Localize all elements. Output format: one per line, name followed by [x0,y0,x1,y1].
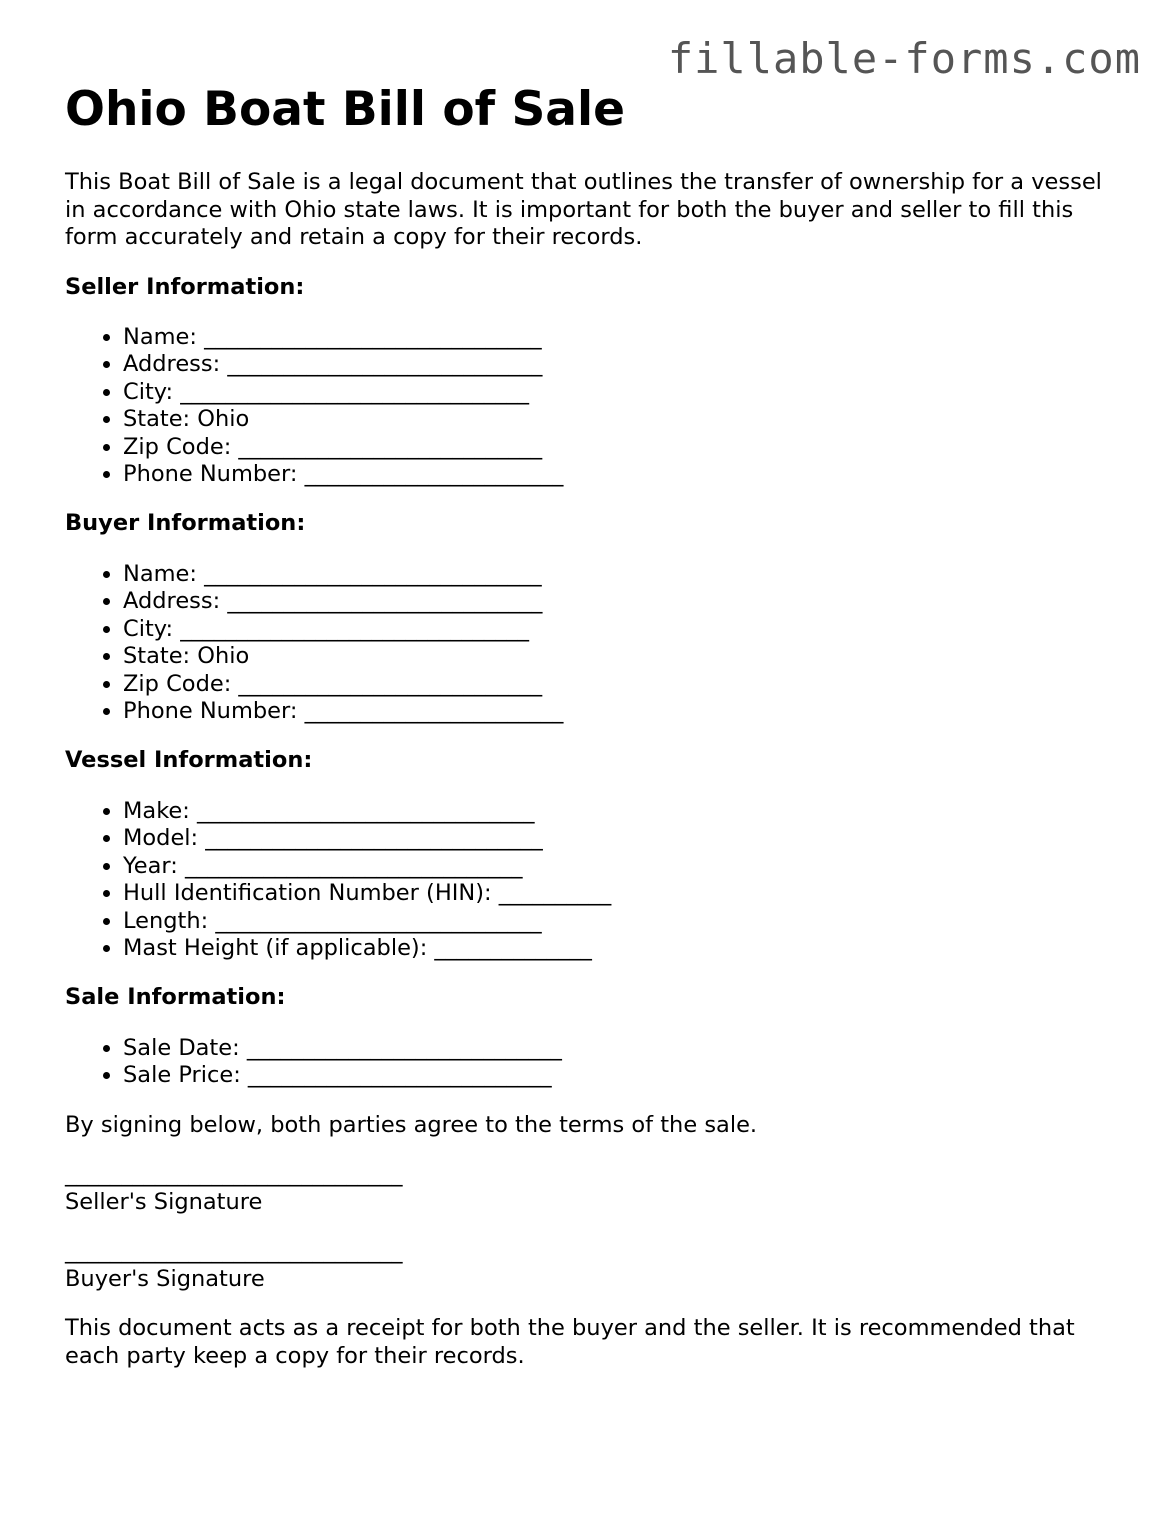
document-title: Ohio Boat Bill of Sale [65,82,626,137]
vessel-length-field[interactable]: • Length: _____________________________ [123,908,1115,935]
seller-list [65,324,1115,488]
seller-name-field[interactable]: • Name: ______________________________ [123,324,1115,351]
vessel-hin-field[interactable]: • Hull Identification Number (HIN): __________ [123,880,1115,907]
buyer-phone-field[interactable]: • Phone Number: _______________________ [123,698,1115,725]
buyer-address-field[interactable]: • Address: ____________________________ [123,588,1115,615]
vessel-mast-height-field[interactable]: • Mast Height (if applicable): ______________ [123,935,1115,962]
buyer-signature-line[interactable]: ______________________________ [65,1238,403,1265]
document-body [65,82,1115,1370]
seller-city-field[interactable]: • City: _______________________________ [123,379,1115,406]
seller-heading: Seller Information: [65,273,305,300]
sale-list [65,1035,1115,1090]
seller-address-field[interactable]: • Address: ____________________________ [123,351,1115,378]
buyer-heading: Buyer Information: [65,510,306,537]
buyer-signature-label: Buyer's Signature [65,1265,265,1292]
seller-zip-field[interactable]: • Zip Code: ___________________________ [123,434,1115,461]
seller-state-field: • State: Ohio [123,406,1115,433]
sale-date-field[interactable]: • Sale Date: ____________________________ [123,1035,1115,1062]
vessel-heading: Vessel Information: [65,747,313,774]
buyer-zip-field[interactable]: • Zip Code: ___________________________ [123,671,1115,698]
vessel-list [65,798,1115,962]
buyer-state-field: • State: Ohio [123,643,1115,670]
seller-signature-line[interactable]: ______________________________ [65,1161,403,1188]
watermark: fillable-forms.com [667,34,1141,83]
intro-paragraph: This Boat Bill of Sale is a legal document that outlines the transfer of ownership for a vessel in accordance with Ohio state laws. It is important for both the buyer and seller to fill this form accurately and retain a copy for their records. [65,169,1102,250]
buyer-name-field[interactable]: • Name: ______________________________ [123,561,1115,588]
vessel-model-field[interactable]: • Model: ______________________________ [123,825,1115,852]
buyer-city-field[interactable]: • City: _______________________________ [123,616,1115,643]
sale-price-field[interactable]: • Sale Price: ___________________________ [123,1062,1115,1089]
sale-heading: Sale Information: [65,984,286,1011]
buyer-list [65,561,1115,725]
vessel-year-field[interactable]: • Year: ______________________________ [123,853,1115,880]
closing-paragraph: This document acts as a receipt for both the buyer and the seller. It is recommended that each party keep a copy for their records. [65,1315,1075,1369]
agreement-text: By signing below, both parties agree to the terms of the sale. [65,1111,758,1138]
seller-phone-field[interactable]: • Phone Number: _______________________ [123,461,1115,488]
seller-signature-label: Seller's Signature [65,1188,263,1215]
vessel-make-field[interactable]: • Make: ______________________________ [123,798,1115,825]
